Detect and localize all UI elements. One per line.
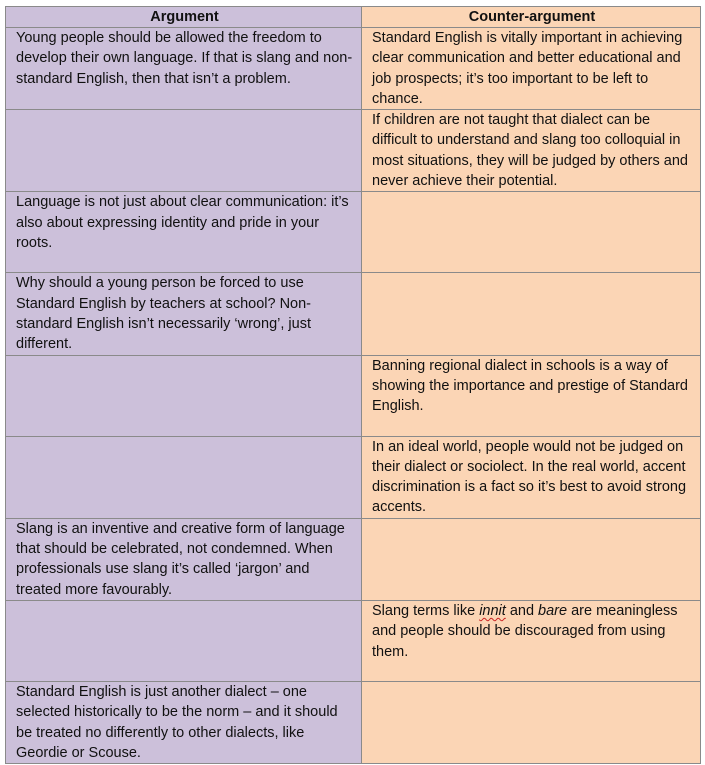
header-row bbox=[6, 7, 701, 28]
table-row bbox=[6, 355, 701, 436]
table-row bbox=[6, 600, 701, 681]
slang-term-innit: innit bbox=[479, 602, 506, 619]
argument-column-header: Argument bbox=[6, 7, 362, 28]
table-row bbox=[6, 518, 701, 600]
table-row bbox=[6, 681, 701, 763]
argument-cell: Slang is an inventive and creative form of language that should be celebrated, not condemned. When professionals use slang it’s called ‘jargon’ and treated more favourably. bbox=[6, 518, 362, 600]
counter-text-prefix: Slang terms like bbox=[372, 602, 480, 619]
table-row bbox=[6, 436, 701, 518]
argument-cell: Young people should be allowed the freedom to develop their own language. If that is slang and non-standard English, then that isn’t a problem. bbox=[6, 28, 362, 110]
table-row bbox=[6, 192, 701, 273]
counter-text-middle: and bbox=[505, 602, 539, 619]
counter-cell bbox=[362, 518, 701, 600]
argument-cell: Why should a young person be forced to use Standard English by teachers at school? Non-standard English isn’t necessarily ‘wrong’, just different. bbox=[6, 273, 362, 355]
counter-cell: In an ideal world, people would not be judged on their dialect or sociolect. In the real world, accent discrimination is a fact so it’s best to avoid strong accents. bbox=[362, 436, 701, 518]
argument-cell bbox=[6, 355, 362, 436]
table-row bbox=[6, 28, 701, 110]
counter-cell bbox=[362, 600, 701, 681]
counter-cell bbox=[362, 273, 701, 355]
argument-cell bbox=[6, 600, 362, 681]
slang-term-bare: bare bbox=[538, 602, 568, 619]
argument-cell bbox=[6, 110, 362, 192]
counter-column-header: Counter-argument bbox=[362, 7, 701, 28]
counter-cell bbox=[362, 192, 701, 273]
counter-cell: Banning regional dialect in schools is a way of showing the importance and prestige of Standard English. bbox=[362, 355, 701, 436]
counter-cell: Standard English is vitally important in achieving clear communication and better educational and job prospects; it’s too important to be left to chance. bbox=[362, 28, 701, 110]
counter-text-suffix: are meaningless and people should be discouraged from using them. bbox=[372, 602, 678, 660]
argument-cell: Standard English is just another dialect – one selected historically to be the norm – and it should be treated no differently to other dialects, like Geordie or Scouse. bbox=[6, 681, 362, 763]
counter-cell bbox=[362, 681, 701, 763]
argument-cell: Language is not just about clear communication: it’s also about expressing identity and pride in your roots. bbox=[6, 192, 362, 273]
argument-cell bbox=[6, 436, 362, 518]
counter-cell: If children are not taught that dialect can be difficult to understand and slang too colloquial in most situations, they will be judged by others and never achieve their potential. bbox=[362, 110, 701, 192]
argument-table bbox=[5, 6, 701, 764]
table-row bbox=[6, 110, 701, 192]
table-row bbox=[6, 273, 701, 355]
